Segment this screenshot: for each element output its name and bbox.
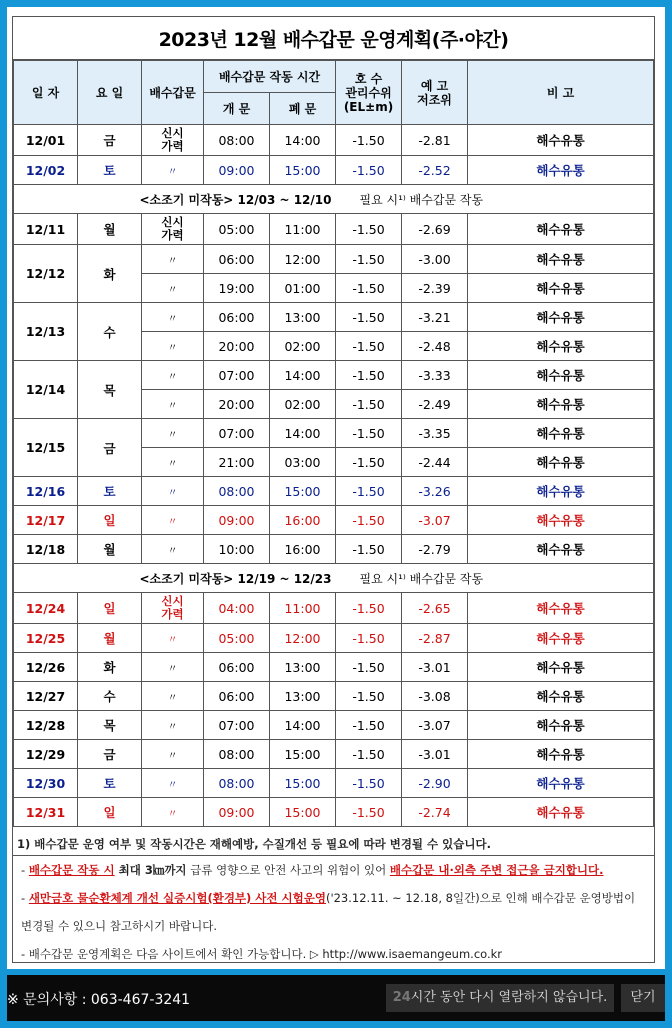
table-row [14, 361, 654, 390]
open-time-cell: 09:00 [204, 156, 270, 185]
date-cell: 12/13 [14, 303, 78, 361]
remarks-cell: 해수유통 [468, 419, 654, 448]
water-level-cell: -1.50 [336, 214, 402, 245]
gate-cell: 신시 가력 [142, 125, 204, 156]
tide-cell: -3.33 [402, 361, 468, 390]
day-cell: 수 [78, 682, 142, 711]
date-cell: 12/01 [14, 125, 78, 156]
notes-section [13, 827, 654, 968]
water-level-cell: -1.50 [336, 740, 402, 769]
table-row [14, 214, 654, 245]
date-cell: 12/15 [14, 419, 78, 477]
tide-cell: -2.81 [402, 125, 468, 156]
day-cell: 금 [78, 125, 142, 156]
close-time-cell: 15:00 [270, 156, 336, 185]
day-cell: 금 [78, 419, 142, 477]
notice-note: 필요 시¹⁾ 배수갑문 작동 [336, 185, 654, 214]
day-cell: 토 [78, 477, 142, 506]
table-row [14, 125, 654, 156]
water-level-cell: -1.50 [336, 798, 402, 827]
open-time-cell: 08:00 [204, 740, 270, 769]
day-cell: 월 [78, 624, 142, 653]
day-cell: 토 [78, 156, 142, 185]
note-prohibit-text: 배수갑문 내·외측 주변 접근을 금지합니다. [389, 863, 604, 877]
notice-row [14, 564, 654, 593]
header-day: 요 일 [78, 61, 142, 125]
open-time-cell: 05:00 [204, 624, 270, 653]
date-cell: 12/26 [14, 653, 78, 682]
open-time-cell: 09:00 [204, 798, 270, 827]
remarks-cell: 해수유통 [468, 274, 654, 303]
table-row [14, 769, 654, 798]
day-cell: 월 [78, 214, 142, 245]
gate-cell: 〃 [142, 332, 204, 361]
close-time-cell: 12:00 [270, 624, 336, 653]
remarks-cell: 해수유통 [468, 798, 654, 827]
schedule-body [14, 125, 654, 827]
note-line-3: 변경될 수 있으니 참고하시기 바랍니다. [21, 919, 218, 933]
close-button[interactable]: 닫기 [621, 984, 665, 1012]
note-line-4: - 배수갑문 운영계획은 다음 사이트에서 확인 가능합니다. ▷ http://www.isaemangeum.co.kr [21, 947, 503, 961]
tide-cell: -2.74 [402, 798, 468, 827]
header-operation-time: 배수갑문 작동 시간 [204, 61, 336, 93]
day-cell: 목 [78, 711, 142, 740]
table-row [14, 711, 654, 740]
water-level-cell: -1.50 [336, 245, 402, 274]
water-level-cell: -1.50 [336, 125, 402, 156]
schedule-table [13, 60, 654, 827]
note-period-text: ('23.12.11. ~ 12.18, 8일간)으로 인해 배수갑문 운영방법이 [325, 891, 636, 905]
date-cell: 12/31 [14, 798, 78, 827]
open-time-cell: 07:00 [204, 361, 270, 390]
notice-note: 필요 시¹⁾ 배수갑문 작동 [336, 564, 654, 593]
date-cell: 12/30 [14, 769, 78, 798]
open-time-cell: 10:00 [204, 535, 270, 564]
tide-cell: -2.65 [402, 593, 468, 624]
tide-cell: -3.21 [402, 303, 468, 332]
table-row [14, 593, 654, 624]
table-row [14, 682, 654, 711]
note-line-2: - 새만금호 물순환체계 개선 실증시험(환경부) 사전 시험운영('23.12.11. ~ 12.18, 8일간)으로 인해 배수갑문 운영방법이 [21, 891, 636, 905]
date-cell: 12/14 [14, 361, 78, 419]
water-level-cell: -1.50 [336, 653, 402, 682]
close-time-cell: 15:00 [270, 769, 336, 798]
open-time-cell: 07:00 [204, 419, 270, 448]
remarks-cell: 해수유통 [468, 477, 654, 506]
tide-cell: -2.90 [402, 769, 468, 798]
table-row [14, 535, 654, 564]
tide-cell: -3.26 [402, 477, 468, 506]
water-level-cell: -1.50 [336, 303, 402, 332]
close-time-cell: 13:00 [270, 653, 336, 682]
note-text: 급류 영향으로 안전 사고의 위험이 있어 [186, 863, 390, 877]
notice-row [14, 185, 654, 214]
close-time-cell: 13:00 [270, 682, 336, 711]
remarks-cell: 해수유통 [468, 390, 654, 419]
remarks-cell: 해수유통 [468, 653, 654, 682]
date-cell: 12/18 [14, 535, 78, 564]
day-cell: 일 [78, 506, 142, 535]
remarks-cell: 해수유통 [468, 711, 654, 740]
close-time-cell: 02:00 [270, 332, 336, 361]
header-water-level: 호 수 관리수위 (EL±m) [336, 61, 402, 125]
close-time-cell: 02:00 [270, 390, 336, 419]
gate-cell: 〃 [142, 798, 204, 827]
day-cell: 화 [78, 245, 142, 303]
close-time-cell: 14:00 [270, 419, 336, 448]
tide-cell: -3.01 [402, 740, 468, 769]
table-row [14, 156, 654, 185]
gate-cell: 〃 [142, 653, 204, 682]
table-row [14, 477, 654, 506]
date-cell: 12/27 [14, 682, 78, 711]
footer [0, 969, 672, 1028]
tide-cell: -2.69 [402, 214, 468, 245]
page-title: 2023년 12월 배수갑문 운영계획(주·야간) [13, 17, 654, 60]
day-cell: 토 [78, 769, 142, 798]
gate-cell: 신시 가력 [142, 593, 204, 624]
close-time-cell: 14:00 [270, 361, 336, 390]
tide-cell: -2.79 [402, 535, 468, 564]
day-cell: 수 [78, 303, 142, 361]
table-row [14, 740, 654, 769]
gate-cell: 〃 [142, 682, 204, 711]
open-time-cell: 08:00 [204, 769, 270, 798]
table-row [14, 419, 654, 448]
open-time-cell: 07:00 [204, 711, 270, 740]
tide-cell: -3.07 [402, 506, 468, 535]
close-time-cell: 12:00 [270, 245, 336, 274]
date-cell: 12/02 [14, 156, 78, 185]
remarks-cell: 해수유통 [468, 245, 654, 274]
water-level-cell: -1.50 [336, 506, 402, 535]
water-level-cell: -1.50 [336, 682, 402, 711]
tide-cell: -3.08 [402, 682, 468, 711]
gate-cell: 〃 [142, 711, 204, 740]
remarks-cell: 해수유통 [468, 506, 654, 535]
table-row [14, 653, 654, 682]
tide-cell: -2.44 [402, 448, 468, 477]
open-time-cell: 06:00 [204, 245, 270, 274]
open-time-cell: 06:00 [204, 682, 270, 711]
table-row [14, 624, 654, 653]
gate-cell: 〃 [142, 361, 204, 390]
table-row [14, 798, 654, 827]
close-time-cell: 15:00 [270, 477, 336, 506]
note-warn-text: 배수갑문 작동 시 [28, 863, 115, 877]
open-time-cell: 20:00 [204, 390, 270, 419]
note-test-text: 새만금호 물순환체계 개선 실증시험(환경부) 사전 시험운영 [28, 891, 326, 905]
gate-cell: 〃 [142, 769, 204, 798]
close-time-cell: 03:00 [270, 448, 336, 477]
footnote: 1) 배수갑문 운영 여부 및 작동시간은 재해예방, 수질개선 등 필요에 따라 변경될 수 있습니다. [13, 833, 654, 856]
water-level-cell: -1.50 [336, 535, 402, 564]
close-time-cell: 15:00 [270, 740, 336, 769]
tide-cell: -2.49 [402, 390, 468, 419]
open-time-cell: 05:00 [204, 214, 270, 245]
gate-cell: 〃 [142, 506, 204, 535]
date-cell: 12/25 [14, 624, 78, 653]
note-distance: 최대 3㎞까지 [114, 863, 187, 877]
date-cell: 12/24 [14, 593, 78, 624]
tide-cell: -3.07 [402, 711, 468, 740]
table-row [14, 245, 654, 274]
close-time-cell: 01:00 [270, 274, 336, 303]
day-cell: 금 [78, 740, 142, 769]
water-level-cell: -1.50 [336, 419, 402, 448]
remarks-cell: 해수유통 [468, 156, 654, 185]
gate-cell: 〃 [142, 274, 204, 303]
dont-show-hours: 24 [392, 990, 411, 1005]
open-time-cell: 04:00 [204, 593, 270, 624]
open-time-cell: 19:00 [204, 274, 270, 303]
table-row [14, 506, 654, 535]
date-cell: 12/28 [14, 711, 78, 740]
tide-cell: -3.01 [402, 653, 468, 682]
date-cell: 12/17 [14, 506, 78, 535]
day-cell: 일 [78, 798, 142, 827]
open-time-cell: 08:00 [204, 477, 270, 506]
tide-cell: -3.35 [402, 419, 468, 448]
open-time-cell: 06:00 [204, 653, 270, 682]
open-time-cell: 20:00 [204, 332, 270, 361]
close-time-cell: 11:00 [270, 214, 336, 245]
close-time-cell: 14:00 [270, 711, 336, 740]
date-cell: 12/11 [14, 214, 78, 245]
footer-bar [7, 975, 665, 1021]
gate-cell: 〃 [142, 156, 204, 185]
table-row [14, 303, 654, 332]
close-time-cell: 15:00 [270, 798, 336, 827]
header-date: 일 자 [14, 61, 78, 125]
gate-cell: 〃 [142, 535, 204, 564]
water-level-cell: -1.50 [336, 361, 402, 390]
open-time-cell: 09:00 [204, 506, 270, 535]
date-cell: 12/29 [14, 740, 78, 769]
gate-cell: 〃 [142, 740, 204, 769]
remarks-cell: 해수유통 [468, 535, 654, 564]
notice-label: <소조기 미작동> 12/03 ~ 12/10 [14, 185, 336, 214]
note-line-1: - 배수갑문 작동 시 최대 3㎞까지 급류 영향으로 안전 사고의 위험이 있어 배수갑문 내·외측 주변 접근을 금지합니다. [21, 863, 604, 877]
header-gate: 배수갑문 [142, 61, 204, 125]
day-cell: 목 [78, 361, 142, 419]
close-time-cell: 16:00 [270, 535, 336, 564]
close-time-cell: 13:00 [270, 303, 336, 332]
notice-label: <소조기 미작동> 12/19 ~ 12/23 [14, 564, 336, 593]
water-level-cell: -1.50 [336, 390, 402, 419]
tide-cell: -2.48 [402, 332, 468, 361]
remarks-cell: 해수유통 [468, 740, 654, 769]
dont-show-24h-button[interactable] [386, 984, 614, 1012]
close-time-cell: 16:00 [270, 506, 336, 535]
remarks-cell: 해수유통 [468, 624, 654, 653]
gate-cell: 신시 가력 [142, 214, 204, 245]
water-level-cell: -1.50 [336, 593, 402, 624]
remarks-cell: 해수유통 [468, 332, 654, 361]
date-cell: 12/12 [14, 245, 78, 303]
gate-cell: 〃 [142, 303, 204, 332]
tide-cell: -2.39 [402, 274, 468, 303]
remarks-cell: 해수유통 [468, 361, 654, 390]
water-level-cell: -1.50 [336, 156, 402, 185]
close-time-cell: 11:00 [270, 593, 336, 624]
water-level-cell: -1.50 [336, 332, 402, 361]
gate-cell: 〃 [142, 419, 204, 448]
remarks-cell: 해수유통 [468, 682, 654, 711]
contact-info: ※ 문의사항 : 063-467-3241 [7, 992, 191, 1008]
date-cell: 12/16 [14, 477, 78, 506]
water-level-cell: -1.50 [336, 448, 402, 477]
open-time-cell: 06:00 [204, 303, 270, 332]
gate-cell: 〃 [142, 390, 204, 419]
water-level-cell: -1.50 [336, 769, 402, 798]
remarks-cell: 해수유통 [468, 125, 654, 156]
remarks-cell: 해수유통 [468, 448, 654, 477]
gate-cell: 〃 [142, 477, 204, 506]
remarks-cell: 해수유통 [468, 214, 654, 245]
remarks-cell: 해수유통 [468, 769, 654, 798]
water-level-cell: -1.50 [336, 624, 402, 653]
day-cell: 일 [78, 593, 142, 624]
close-time-cell: 14:00 [270, 125, 336, 156]
day-cell: 월 [78, 535, 142, 564]
water-level-cell: -1.50 [336, 274, 402, 303]
gate-cell: 〃 [142, 245, 204, 274]
open-time-cell: 21:00 [204, 448, 270, 477]
dont-show-label: 시간 동안 다시 열람하지 않습니다. [410, 990, 608, 1005]
tide-cell: -3.00 [402, 245, 468, 274]
remarks-cell: 해수유통 [468, 303, 654, 332]
day-cell: 화 [78, 653, 142, 682]
water-level-cell: -1.50 [336, 477, 402, 506]
gate-cell: 〃 [142, 448, 204, 477]
water-level-cell: -1.50 [336, 711, 402, 740]
remarks-cell: 해수유통 [468, 593, 654, 624]
header-tide: 예 고 저조위 [402, 61, 468, 125]
gate-cell: 〃 [142, 624, 204, 653]
tide-cell: -2.52 [402, 156, 468, 185]
header-close: 폐 문 [270, 93, 336, 125]
tide-cell: -2.87 [402, 624, 468, 653]
header-remarks: 비 고 [468, 61, 654, 125]
header-open: 개 문 [204, 93, 270, 125]
open-time-cell: 08:00 [204, 125, 270, 156]
schedule-frame [12, 16, 655, 963]
